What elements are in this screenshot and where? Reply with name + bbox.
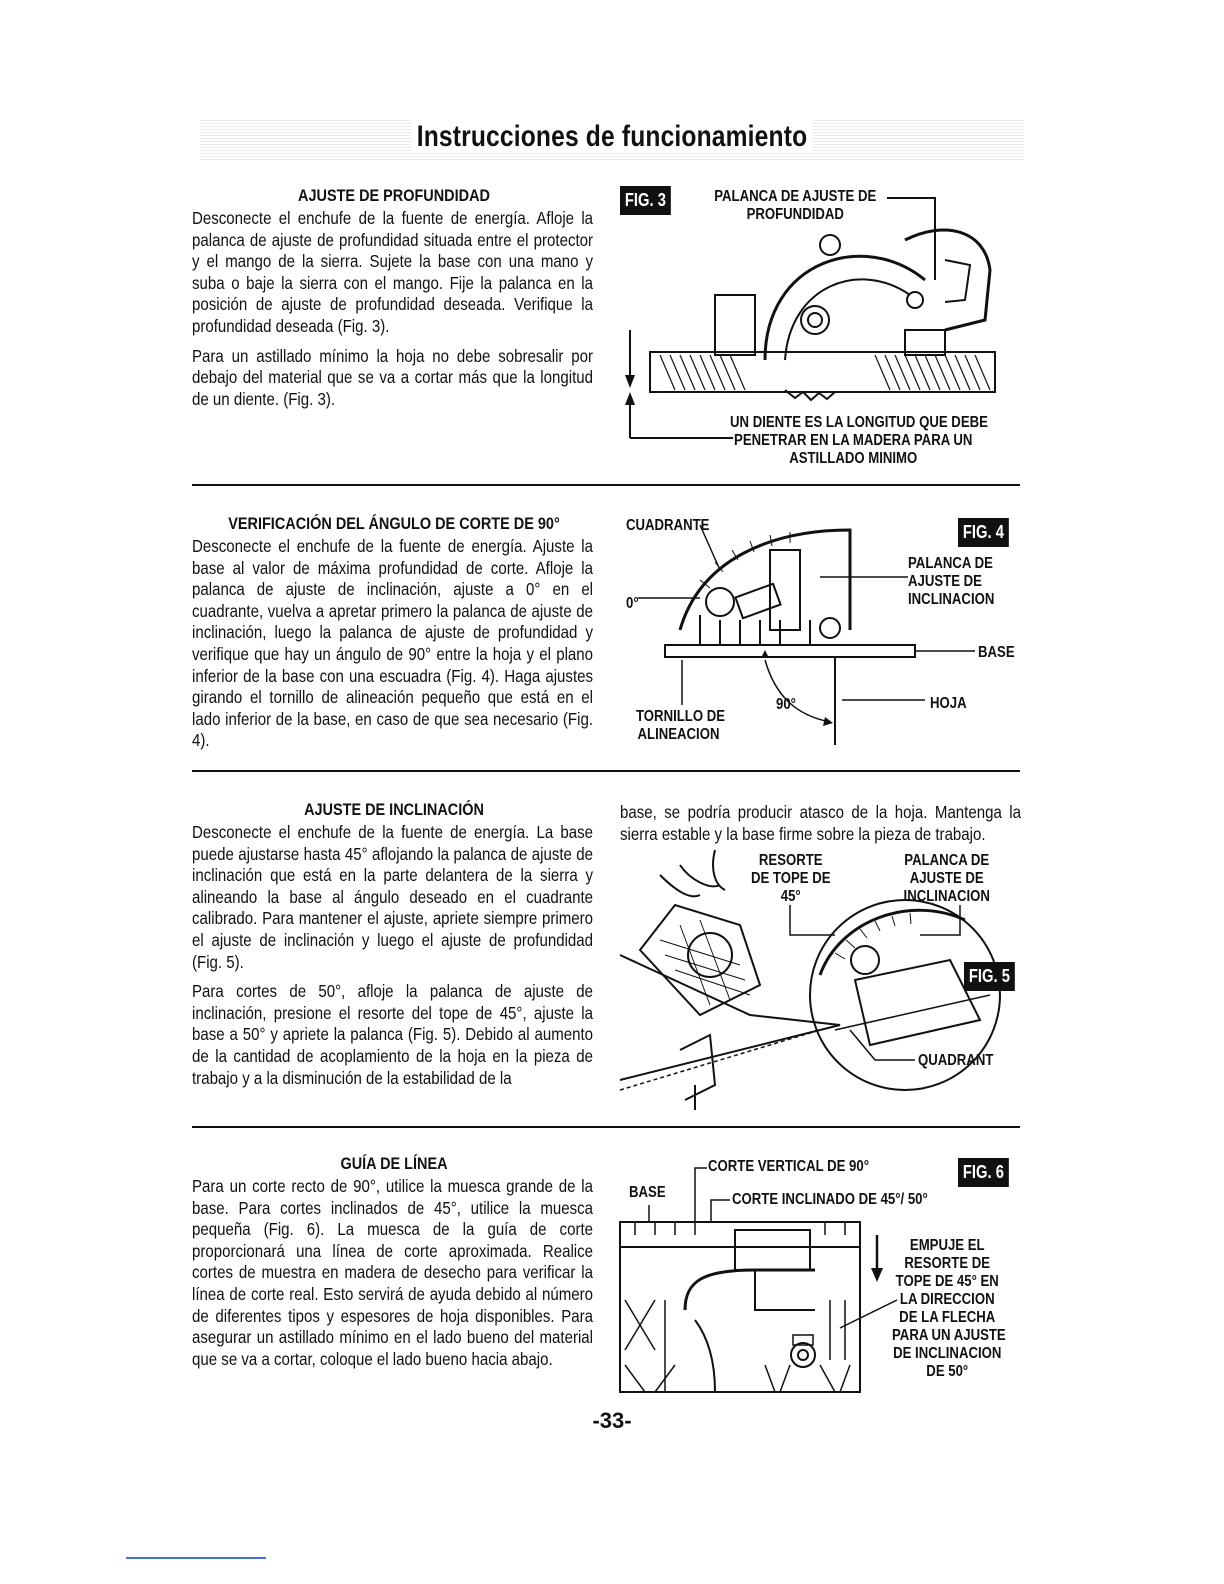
section-divider — [192, 484, 1020, 486]
fig6-vertical-caption: CORTE VERTICAL DE 90° — [708, 1158, 869, 1175]
fig5-saw-illustration — [620, 845, 1020, 1115]
fig3-label: FIG. 3 — [620, 186, 671, 215]
paragraph: Desconecte el enchufe de la fuente de energía. La base puede ajustarse hasta 45° aflojando la palanca de ajuste de inclinación que está en la parte delantera de la sierra y alineando la base al ángulo deseado en el cuadrante calibrado. Para mantener el ajuste, apriete siempre primero el ajuste de inclinación y luego el ajuste de profundidad (Fig. 5). — [192, 822, 594, 972]
section-body-inclinacion — [192, 822, 594, 1097]
fig4-base-illustration — [620, 510, 1020, 750]
fig4-angle-caption: 90° — [776, 696, 796, 713]
section-body-profundidad — [192, 208, 594, 418]
section-title-inclinacion: AJUSTE DE INCLINACIÓN — [304, 800, 484, 819]
fig3-saw-illustration — [615, 190, 1015, 450]
fig3-lever-caption: PALANCA DE AJUSTE DE PROFUNDIDAD — [714, 188, 877, 223]
fig4-lever-caption: PALANCA DE AJUSTE DE INCLINACION — [908, 555, 995, 608]
section-divider — [192, 1126, 1020, 1128]
section-divider — [192, 770, 1020, 772]
fig6-inclined-caption: CORTE INCLINADO DE 45°/ 50° — [732, 1191, 928, 1208]
page-title: Instrucciones de funcionamiento — [274, 120, 950, 154]
fig4-screw-caption: TORNILLO DE ALINEACION — [636, 708, 726, 743]
fig5-lever-caption: PALANCA DE AJUSTE DE INCLINACION — [903, 852, 990, 905]
page-number: -33- — [592, 1408, 632, 1433]
fig4-label: FIG. 4 — [958, 518, 1009, 547]
fig6-label: FIG. 6 — [958, 1158, 1009, 1187]
fig5-label: FIG. 5 — [964, 962, 1015, 991]
fig4-zero-caption: 0° — [626, 595, 639, 612]
fig5-quadrant-caption: QUADRANT — [918, 1052, 994, 1069]
fig6-base-caption: BASE — [629, 1184, 666, 1201]
fig4-cuadrante-caption: CUADRANTE — [626, 517, 710, 534]
section-title-guia: GUÍA DE LÍNEA — [340, 1154, 448, 1173]
section-title-angulo: VERIFICACIÓN DEL ÁNGULO DE CORTE DE 90° — [228, 514, 560, 533]
paragraph: Desconecte el enchufe de la fuente de energía. Afloje la palanca de ajuste de profundidad situada entre el protector y el mango de la sierra. Sujete la base con una mano y suba o baje la sierra con el mango. Fije la palanca en la posición de ajuste de profundidad deseada. Verifique la profundidad deseada (Fig. 3). — [192, 208, 594, 336]
paragraph: base, se podría producir atasco de la hoja. Mantenga la sierra estable y la base firme sobre la pieza de trabajo. — [620, 802, 1022, 844]
fig4-hoja-caption: HOJA — [930, 695, 967, 712]
paragraph: Desconecte el enchufe de la fuente de energía. Ajuste la base al valor de máxima profundidad de corte. Afloje la palanca de ajuste de inclinación, ajuste a 0° en el cuadrante, vuelva a apretar primero la palanca de ajuste de inclinación, luego la palanca de ajuste de profundidad y verifique que hay un ángulo de 90° entre la hoja y el plano inferior de la base con una escuadra (Fig. 4). Haga ajustes girando el tornillo de alineación pequeño que está en el lado inferior de la base, en caso de que sea necesario (Fig. 4). — [192, 536, 594, 751]
fig4-base-caption: BASE — [978, 644, 1015, 661]
fig3-note-caption: UN DIENTE ES LA LONGITUD QUE DEBE PENETRAR EN LA MADERA PARA UN ASTILLADO MINIMO — [730, 414, 988, 467]
paragraph: Para cortes de 50°, afloje la palanca de ajuste de inclinación, presione el resorte del tope de 45°, ajuste la base a 50° y apriete la palanca (Fig. 5). Debido al aumento de la cantidad de acoplamiento de la hoja en la pieza de trabajo y a la disminución de la estabilidad de la — [192, 981, 594, 1088]
section-title-profundidad: AJUSTE DE PROFUNDIDAD — [298, 186, 490, 205]
section-body-guia — [192, 1176, 594, 1378]
section-body-angulo — [192, 536, 594, 760]
paragraph: Para un astillado mínimo la hoja no debe sobresalir por debajo del material que se va a cortar más que la longitud de un diente. (Fig. 3). — [192, 345, 594, 409]
fig5-spring-caption: RESORTE DE TOPE DE 45° — [750, 852, 831, 905]
footnote-link-line — [126, 1557, 266, 1559]
fig6-base-illustration — [615, 1160, 875, 1395]
fig6-push-caption: EMPUJE EL RESORTE DE TOPE DE 45° EN LA DIRECCION DE LA FLECHA PARA UN AJUSTE DE INCLINACION DE 50° — [892, 1237, 1006, 1380]
paragraph: Para un corte recto de 90°, utilice la muesca grande de la base. Para cortes inclinados de 45°, utilice la muesca pequeña (Fig. 6). La muesca de la guía de corte proporcionará una línea de corte aproximada. Realice cortes de muestra en madera de desecho para verificar la línea de corte real. Esto servirá de ayuda debido al número de diferentes tipos y espesores de hoja disponibles. Para asegurar un astillado mínimo en el lado bueno del material que se va a cortar, coloque el lado bueno hacia abajo. — [192, 1176, 594, 1369]
